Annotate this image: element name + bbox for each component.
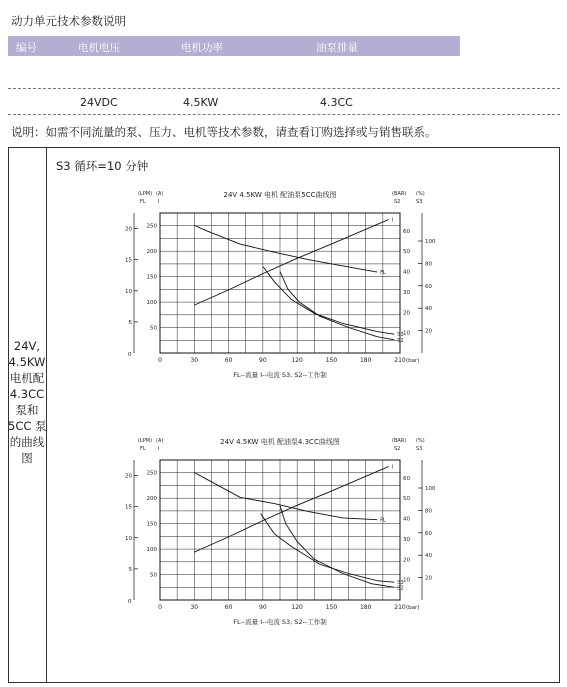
- left-unit-flow: (LPM): [138, 438, 153, 444]
- x-tick-label: 210: [394, 604, 406, 611]
- side-label: [8, 338, 46, 466]
- right-unit-percent: (%): [416, 438, 425, 444]
- x-tick-label: 90: [259, 604, 267, 611]
- x-tick-label: 90: [259, 357, 267, 364]
- x-tick-label: 120: [291, 357, 303, 364]
- x-axis-unit: (bar): [406, 605, 420, 611]
- s3-tick-label: 100: [425, 239, 436, 245]
- s3-tick-label: 40: [425, 306, 432, 313]
- series-line-i: [194, 220, 388, 306]
- x-tick-label: 120: [291, 604, 303, 611]
- series-label-i: I: [391, 217, 394, 224]
- s2-tick-label: 30: [403, 289, 410, 296]
- x-tick-label: 210: [394, 357, 406, 364]
- flow-tick-label: 15: [125, 504, 132, 511]
- right-tag-s2: S2: [394, 446, 401, 452]
- right-tag-s3: S3: [416, 199, 423, 205]
- left-tag-current: I: [158, 199, 160, 205]
- flow-tick-label: 5: [128, 319, 132, 326]
- s3-tick-label: 60: [425, 530, 432, 537]
- chart-legend: FL--流量 I--电流 S3, S2--工作制: [233, 618, 327, 626]
- x-tick-label: 150: [325, 357, 338, 364]
- x-tick-label: 30: [190, 604, 199, 611]
- left-unit-flow: (LPM): [138, 191, 153, 197]
- chart-title: 24V 4.5KW 电机 配油泵5CC曲线图: [223, 191, 337, 199]
- left-tag-flow: FL: [140, 446, 146, 452]
- header-col-number: 编号: [16, 42, 37, 54]
- x-tick-label: 60: [224, 604, 233, 611]
- right-unit-bar: (BAR): [392, 191, 407, 197]
- x-tick-label: 150: [325, 604, 338, 611]
- left-tag-flow: FL: [140, 199, 146, 205]
- row-divider-bottom: [8, 114, 560, 115]
- duty-cycle-label: S3 循环=10 分钟: [56, 159, 149, 173]
- s2-tick-label: 50: [403, 496, 410, 503]
- s3-tick-label: 80: [425, 261, 432, 268]
- side-label-line: 的曲线: [9, 435, 45, 449]
- origin-label: 0: [128, 352, 132, 358]
- s2-tick-label: 10: [403, 330, 410, 337]
- chart-legend: FL--流量 I--电流 S3, S2--工作制: [233, 371, 327, 379]
- row-divider-top: [8, 88, 560, 89]
- series-line-fl: [194, 225, 377, 272]
- flow-tick-label: 10: [125, 288, 132, 295]
- current-tick-label: 50: [150, 325, 157, 332]
- current-tick-label: 100: [146, 547, 157, 554]
- s3-tick-label: 20: [425, 575, 432, 582]
- series-line-i: [194, 467, 388, 552]
- current-tick-label: 150: [146, 521, 157, 528]
- chart-4-3cc: [120, 432, 440, 632]
- x-tick-label: 0: [158, 604, 162, 611]
- flow-tick-label: 20: [125, 226, 132, 233]
- side-label-line: 24V,: [13, 339, 41, 353]
- side-label-line: 图: [21, 451, 33, 465]
- note-text: 说明：如需不同流量的泵、压力、电机等技术参数，请查看订购选择或与销售联系。: [11, 125, 437, 139]
- chart-title: 24V 4.5KW 电机 配油泵4.3CC曲线图: [220, 438, 340, 446]
- side-label-line: 4.3CC: [9, 387, 45, 401]
- right-unit-bar: (BAR): [392, 438, 407, 444]
- origin-label: 0: [128, 599, 132, 605]
- current-tick-label: 150: [146, 274, 157, 281]
- current-tick-label: 200: [146, 249, 157, 256]
- s3-tick-label: 60: [425, 283, 432, 290]
- flow-tick-label: 5: [128, 566, 132, 573]
- current-tick-label: 100: [146, 300, 157, 307]
- s2-tick-label: 50: [403, 249, 410, 256]
- right-unit-percent: (%): [416, 191, 425, 197]
- x-tick-label: 60: [224, 357, 233, 364]
- side-label-line: 电机配: [9, 371, 45, 385]
- left-unit-current: (A): [156, 438, 164, 444]
- flow-tick-label: 10: [125, 535, 132, 542]
- series-label-s2: S2: [397, 337, 404, 344]
- series-line-fl: [194, 472, 377, 519]
- series-label-s2: S2: [397, 585, 404, 592]
- s2-tick-label: 60: [403, 475, 410, 482]
- header-col-voltage: 电机电压: [78, 42, 120, 54]
- series-label-i: I: [391, 464, 394, 471]
- side-label-line: 5CC 泵: [8, 419, 47, 433]
- value-displacement: 4.3CC: [320, 96, 353, 109]
- header-col-power: 电机功率: [181, 42, 223, 54]
- series-label-fl: FL: [380, 517, 386, 524]
- right-tag-s3: S3: [416, 446, 423, 452]
- series-label-fl: FL: [380, 270, 386, 277]
- flow-tick-label: 15: [125, 257, 132, 264]
- curve-table-divider: [46, 147, 47, 683]
- s3-tick-label: 40: [425, 553, 432, 560]
- s2-tick-label: 40: [403, 269, 410, 276]
- spec-header-band: [8, 36, 460, 56]
- s2-tick-label: 20: [403, 310, 410, 317]
- current-tick-label: 250: [146, 223, 157, 230]
- s2-tick-label: 10: [403, 577, 410, 584]
- s2-tick-label: 20: [403, 557, 410, 564]
- s3-tick-label: 100: [425, 486, 436, 492]
- side-label-line: 4.5KW: [8, 355, 46, 369]
- flow-tick-label: 20: [125, 473, 132, 480]
- s2-tick-label: 40: [403, 516, 410, 523]
- left-tag-current: I: [158, 446, 160, 452]
- s2-tick-label: 60: [403, 228, 410, 235]
- value-voltage: 24VDC: [80, 96, 118, 109]
- s2-tick-label: 30: [403, 536, 410, 543]
- x-tick-label: 0: [158, 357, 162, 364]
- header-col-displacement: 油泵排量: [316, 42, 358, 54]
- s3-tick-label: 20: [425, 328, 432, 335]
- left-unit-current: (A): [156, 191, 164, 197]
- value-power: 4.5KW: [183, 96, 219, 109]
- series-label-s3: S3: [397, 332, 404, 339]
- current-tick-label: 200: [146, 496, 157, 503]
- side-label-line: 泵和: [15, 403, 39, 417]
- series-label-s3: S3: [397, 580, 404, 587]
- x-tick-label: 180: [359, 604, 372, 611]
- current-tick-label: 250: [146, 470, 157, 477]
- x-tick-label: 180: [359, 357, 372, 364]
- s3-tick-label: 80: [425, 508, 432, 515]
- right-tag-s2: S2: [394, 199, 401, 205]
- chart-5cc: [120, 185, 440, 390]
- x-tick-label: 30: [190, 357, 199, 364]
- page-title: 动力单元技术参数说明: [11, 14, 126, 28]
- x-axis-unit: (bar): [406, 358, 420, 364]
- current-tick-label: 50: [150, 572, 157, 579]
